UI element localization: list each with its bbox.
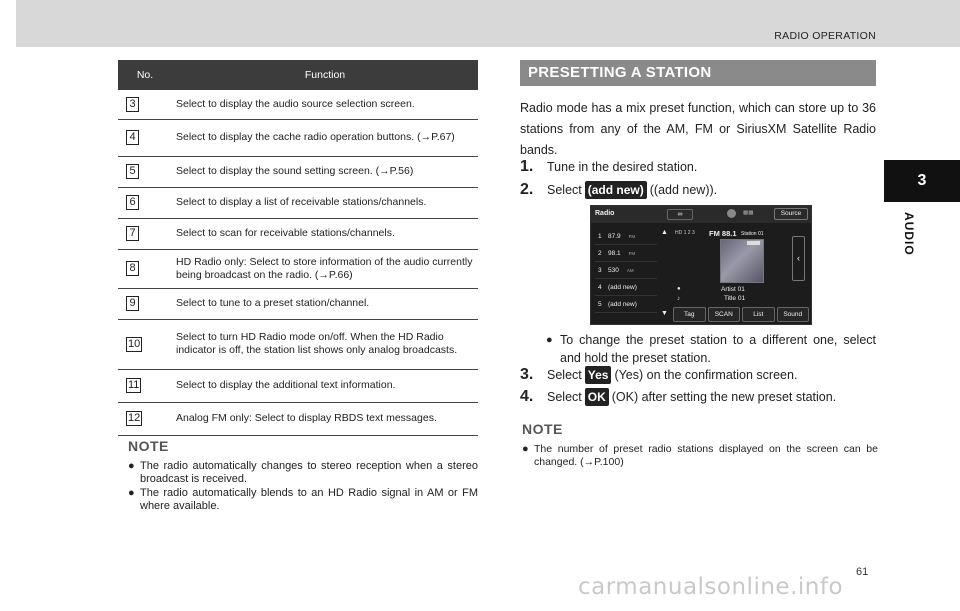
step-number: 4. xyxy=(520,388,534,405)
section-title: PRESETTING A STATION xyxy=(520,60,876,86)
note-text: The number of preset radio stations displayed on the screen can be changed. (→P.100) xyxy=(534,443,878,468)
note-item xyxy=(522,443,878,469)
chapter-number-tab: 3 xyxy=(884,160,960,202)
note-left xyxy=(128,438,478,514)
step-3 xyxy=(520,366,797,384)
running-head: RADIO OPERATION xyxy=(774,30,876,42)
row-number: 11 xyxy=(128,379,140,391)
note-text: The radio automatically blends to an HD Radio signal in AM or FM where available. xyxy=(140,487,478,512)
row-description: Select to display the cache radio operation buttons. (→P.67) xyxy=(172,119,478,156)
step-text: ((add new)). xyxy=(649,183,718,197)
preset-item: 2 98.1 FM xyxy=(595,245,657,262)
row-number: 10 xyxy=(128,337,141,350)
tag-button: Tag xyxy=(673,307,706,322)
artist-label: Artist 01 xyxy=(721,286,745,293)
preset-item: 5 (add new) xyxy=(595,296,657,313)
scroll-up-icon: ▲ xyxy=(661,229,668,236)
bullet-text: To change the preset station to a different one, select and hold the preset station. xyxy=(560,333,876,365)
hd-indicator: HD 1 2 3 xyxy=(675,230,695,236)
radio-screen-illustration xyxy=(590,205,812,325)
preset-list xyxy=(595,228,657,313)
scroll-down-icon: ▼ xyxy=(661,310,668,317)
step-number: 2. xyxy=(520,181,534,198)
row-number: 4 xyxy=(126,130,139,145)
source-button: Source xyxy=(774,208,808,220)
note-title: NOTE xyxy=(522,421,563,437)
step-number: 3. xyxy=(520,366,534,383)
frequency-label: FM 88.1 xyxy=(709,229,737,238)
row-description: Select to display the audio source selection screen. xyxy=(172,90,478,119)
note-item xyxy=(128,487,478,513)
table-row xyxy=(118,319,478,369)
bullet-icon: ● xyxy=(522,443,529,455)
table-row xyxy=(118,249,478,288)
step-4 xyxy=(520,388,836,406)
step-select-word: Select xyxy=(547,390,582,404)
sound-button: Sound xyxy=(777,307,810,322)
step-select-word: Select xyxy=(547,368,582,382)
station-label: Station 01 xyxy=(741,231,764,237)
gear-icon xyxy=(727,209,736,218)
table-row xyxy=(118,119,478,156)
bullet-icon: ● xyxy=(546,334,553,346)
step-1 xyxy=(520,158,697,176)
ok-button-chip: OK xyxy=(585,388,609,406)
step-text: Tune in the desired station. xyxy=(547,160,698,174)
step-text: (OK) after setting the new preset station. xyxy=(611,390,837,404)
step-text: (Yes) on the confirmation screen. xyxy=(614,368,798,382)
screen-title: Radio xyxy=(595,210,615,217)
step-select-word: Select xyxy=(547,183,582,197)
title-label: Title 01 xyxy=(724,295,746,302)
watermark: carmanualsonline.info xyxy=(578,574,844,600)
row-description: Analog FM only: Select to display RBDS text messages. xyxy=(172,402,478,435)
table-header-no: No. xyxy=(118,60,172,90)
note-right xyxy=(522,421,878,470)
screen-footer xyxy=(673,307,809,322)
row-number: 12 xyxy=(128,412,141,424)
table-row xyxy=(118,90,478,119)
note-text: The radio automatically changes to stereo reception when a stereo broadcast is received. xyxy=(140,460,478,485)
preset-item: 3 530 AM xyxy=(595,262,657,279)
row-description: Select to display the sound setting screen. (→P.56) xyxy=(172,156,478,187)
preset-item: 4 (add new) xyxy=(595,279,657,296)
row-description: Select to display a list of receivable stations/channels. xyxy=(172,187,478,218)
art-badge xyxy=(747,241,760,245)
table-row xyxy=(118,187,478,218)
chapter-label: AUDIO xyxy=(902,212,916,256)
yes-button-chip: Yes xyxy=(585,366,612,384)
section-intro: Radio mode has a mix preset function, which can store up to 36 stations from any of the AM, FM or SiriusXM Satellite Radio bands. xyxy=(520,101,876,157)
preset-item: 1 87.9 FM xyxy=(595,228,657,245)
table-row xyxy=(118,288,478,319)
add-new-button-chip: (add new) xyxy=(585,181,647,199)
link-icon: ∞ xyxy=(667,209,693,220)
music-note-icon: ♪ xyxy=(677,296,680,302)
bullet-icon: ● xyxy=(128,460,135,472)
step2-bullet xyxy=(546,331,876,367)
artist-icon: ● xyxy=(677,286,681,292)
row-number: 9 xyxy=(126,296,139,311)
table-row xyxy=(118,218,478,249)
table-header-function: Function xyxy=(172,60,478,90)
row-number: 5 xyxy=(126,164,139,179)
note-item xyxy=(128,460,478,486)
table-row xyxy=(118,402,478,435)
scan-button: SCAN xyxy=(708,307,741,322)
step-2 xyxy=(520,181,717,199)
table-row xyxy=(118,369,478,402)
row-number: 3 xyxy=(126,97,139,112)
row-description: HD Radio only: Select to store information of the audio currently being broadcast on the radio. (→P.66) xyxy=(172,249,478,288)
row-description: Select to tune to a preset station/channel. xyxy=(172,288,478,319)
row-description: Select to display the additional text information. xyxy=(172,369,478,402)
album-art-image xyxy=(720,239,764,283)
chevron-left-icon: ‹ xyxy=(792,236,805,281)
row-number: 7 xyxy=(126,226,139,241)
list-button: List xyxy=(742,307,775,322)
row-number: 6 xyxy=(126,195,139,210)
row-description: Select to scan for receivable stations/channels. xyxy=(172,218,478,249)
page-number: 61 xyxy=(856,566,869,578)
row-number: 8 xyxy=(126,261,139,276)
step-number: 1. xyxy=(520,158,534,175)
note-title: NOTE xyxy=(128,438,169,454)
table-row xyxy=(118,156,478,187)
signal-icon: ▩▩ xyxy=(743,210,754,216)
row-description: Select to turn HD Radio mode on/off. When the HD Radio indicator is off, the station list shows only analog broadcasts. xyxy=(172,319,478,369)
function-table xyxy=(118,60,478,436)
bullet-icon: ● xyxy=(128,487,135,499)
